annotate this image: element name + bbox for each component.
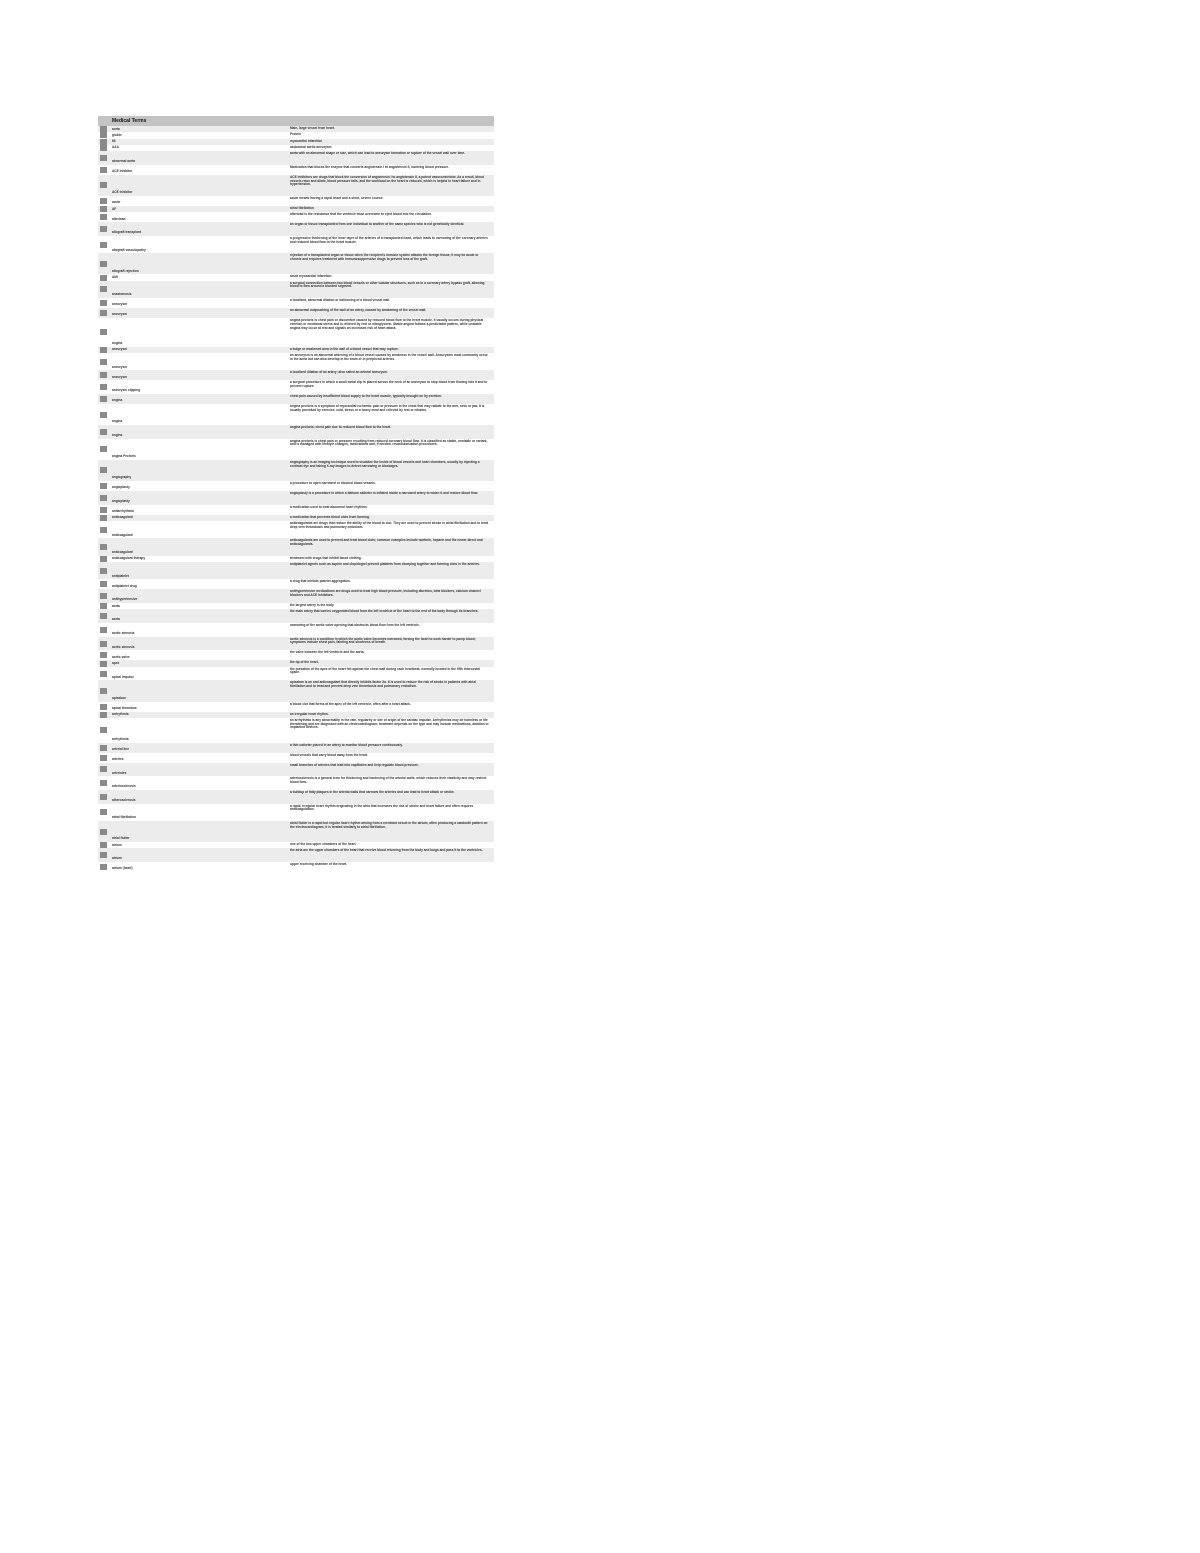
row-marker-cell	[98, 165, 112, 175]
row-marker-icon	[100, 495, 107, 501]
definition-cell: myocardial infarction	[290, 138, 323, 143]
definition-cell: upper receiving chamber of the heart.	[290, 862, 348, 867]
row-marker-icon	[100, 515, 107, 521]
row-marker-icon	[100, 527, 107, 533]
row-marker-cell	[98, 609, 112, 623]
row-marker-icon	[100, 627, 107, 633]
term-cell: arrhythmia	[112, 712, 129, 717]
definition-cell: ACE inhibitors are drugs that block the conversion of angiotensin I to angiotensin II, a potent vasoconstrictor. As a result, blood vessels relax and dilate, blood pressure falls, and the workload on the heart is reduced, which is helpful in heart failure and in hypertension.	[290, 174, 484, 187]
row-marker-cell	[98, 481, 112, 491]
row-marker-cell	[98, 370, 112, 380]
row-marker-icon	[100, 286, 107, 292]
row-marker-icon	[100, 780, 107, 786]
row-marker-icon	[100, 852, 107, 858]
definition-cell: treatment with drugs that inhibit blood clotting.	[290, 555, 362, 560]
table-row	[98, 505, 494, 515]
row-marker-cell	[98, 579, 112, 589]
row-marker-cell	[98, 298, 112, 308]
row-marker-icon	[100, 275, 107, 281]
term-cell: arrhythmia	[112, 736, 129, 741]
definition-cell: anticoagulants are drugs that reduce the ability of the blood to clot. They are used to prevent stroke in atrial fibrillation and to treat deep vein thrombosis and pulmonary embolism.	[290, 520, 489, 529]
term-cell: anticoagulant	[112, 550, 133, 555]
definition-cell: an arrhythmia is any abnormality in the rate, regularity or site of origin of the cardiac impulse. Arrhythmias may be harmless or life threatening and are diagnosed with an electrocardiogram; treatment depends on the type and may include medications, ablation or implanted devices.	[290, 717, 489, 730]
definition-cell: a medication used to treat abnormal heart rhythms.	[290, 504, 368, 509]
definition-cell: a buildup of fatty plaques in the arterial walls that narrows the arteries and can lead to heart attack or stroke.	[290, 790, 455, 795]
term-cell: angioplasty	[112, 485, 130, 490]
term-cell: angina	[112, 398, 123, 403]
table-row	[98, 236, 494, 253]
row-marker-cell	[98, 743, 112, 753]
row-marker-icon	[100, 652, 107, 658]
definition-cell: the tip of the heart.	[290, 660, 319, 665]
term-cell: arteriosclerosis	[112, 784, 136, 789]
row-marker-icon	[100, 842, 107, 848]
row-marker-icon	[100, 864, 107, 870]
row-marker-icon	[100, 167, 107, 173]
term-cell: apixaban	[112, 695, 126, 700]
row-marker-cell	[98, 505, 112, 515]
table-row	[98, 538, 494, 555]
term-cell: ACE inhibitor	[112, 169, 133, 174]
definition-cell: the largest artery in the body.	[290, 603, 335, 608]
table-row	[98, 776, 494, 790]
row-marker-icon	[100, 581, 107, 587]
row-marker-icon	[100, 544, 107, 550]
row-marker-cell	[98, 460, 112, 481]
table-row	[98, 579, 494, 589]
term-cell: AMI	[112, 275, 118, 280]
definition-cell: acute myocardial infarction	[290, 274, 332, 279]
term-cell: anticoagulant	[112, 515, 133, 520]
term-cell: angina Pectoris	[112, 454, 136, 459]
table-row	[98, 521, 494, 538]
term-cell: acute	[112, 200, 121, 205]
table-row	[98, 667, 494, 681]
term-cell: angina	[112, 419, 123, 424]
row-marker-icon	[100, 704, 107, 710]
table-row	[98, 380, 494, 394]
definition-cell: apixaban is an oral anticoagulant that directly inhibits factor Xa. It is used to reduce the risk of stroke in patients with atrial fibrillation and to treat and prevent deep vein thrombosis and pulmonary embolism.	[290, 680, 476, 689]
definition-cell: anticoagulants are used to prevent and treat blood clots; common examples include warfarin, heparin and the newer direct oral anticoagulants.	[290, 538, 483, 547]
term-cell: aortic valve	[112, 654, 130, 659]
row-marker-cell	[98, 753, 112, 763]
term-cell: aneurysm	[112, 364, 128, 369]
term-cell: aneurysm	[112, 302, 128, 307]
row-marker-cell	[98, 196, 112, 206]
term-cell: anastomosis	[112, 292, 132, 297]
row-marker-icon	[100, 467, 107, 473]
definition-cell: angina pectoris is chest pain or discomfort caused by reduced blood flow to the heart muscle. It usually occurs during physical exertion or emotional stress and is relieved by rest or nitroglycerin. Stable angina follows a predictable pattern, while unstable angina may occur at rest and signals an increased risk of heart attack.	[290, 318, 484, 330]
definition-cell: the pulsation of the apex of the heart felt against the chest wall during each heartbeat, normally located in the fifth intercostal space.	[290, 666, 480, 675]
row-marker-cell	[98, 562, 112, 579]
row-marker-icon	[100, 300, 107, 306]
definition-cell: afterload is the resistance that the ventricle must overcome to eject blood into the circulation.	[290, 212, 433, 217]
row-marker-icon	[100, 261, 107, 267]
term-cell: atrial fibrillation	[112, 815, 136, 820]
definition-cell: Medication that blocks the enzyme that converts angiotensin I to angiotensin II, lowering blood pressure.	[290, 164, 450, 169]
row-marker-icon	[100, 396, 107, 402]
row-marker-cell	[98, 439, 112, 460]
table-row	[98, 425, 494, 439]
row-marker-cell	[98, 650, 112, 660]
definition-cell: a thin catheter placed in an artery to monitor blood pressure continuously.	[290, 742, 403, 747]
definition-cell: a localized, abnormal dilation or ballooning of a blood vessel wall.	[290, 298, 391, 303]
definition-cell: the valve between the left ventricle and the aorta.	[290, 650, 365, 655]
term-cell: angina	[112, 433, 123, 438]
row-marker-cell	[98, 862, 112, 872]
row-marker-icon	[100, 766, 107, 772]
row-marker-icon	[100, 372, 107, 378]
definition-cell: a drug that inhibits platelet aggregation.	[290, 579, 351, 584]
term-cell: MI	[112, 139, 116, 144]
table-row	[98, 702, 494, 712]
term-cell: apical thrombus	[112, 705, 137, 710]
row-marker-icon	[100, 310, 107, 316]
term-cell: antiplatelet	[112, 573, 129, 578]
term-cell: atrial flutter	[112, 836, 130, 841]
row-marker-cell	[98, 538, 112, 555]
term-cell: allograft transplant	[112, 230, 141, 235]
row-marker-icon	[100, 712, 107, 718]
table-row	[98, 370, 494, 380]
definition-cell: aortic stenosis is a condition in which the aortic valve becomes narrowed, forcing the heart to work harder to pump blood; symptoms include chest pain, fainting and shortness of breath.	[290, 636, 476, 645]
term-cell: aortic stenosis	[112, 644, 135, 649]
row-marker-cell	[98, 175, 112, 196]
term-cell: antiarrhythmic	[112, 508, 135, 513]
term-cell: angioplasty	[112, 498, 130, 503]
row-marker-icon	[100, 671, 107, 677]
definition-cell: a medication that prevents blood clots from forming.	[290, 514, 370, 519]
definition-cell: an organ or tissue transplanted from one individual to another of the same species who is not genetically identical.	[290, 222, 465, 227]
table-row	[98, 222, 494, 236]
row-marker-cell	[98, 804, 112, 821]
row-marker-cell	[98, 667, 112, 681]
table-row	[98, 253, 494, 274]
row-marker-icon	[100, 182, 107, 188]
row-marker-icon	[100, 139, 107, 145]
definition-cell: Main, large vessel from heart.	[290, 126, 335, 130]
table-row	[98, 804, 494, 821]
definition-cell: rejection of a transplanted organ or tissue when the recipient's immune system attacks the foreign tissue; it may be acute or chronic and requires treatment with immunosuppressive drugs to prevent loss of the graft.	[290, 253, 479, 262]
definition-cell: the main artery that carries oxygenated blood from the left ventricle of the heart to the rest of the body through its branches.	[290, 609, 479, 614]
table-row	[98, 491, 494, 505]
definition-cell: a rapid, irregular heart rhythm originating in the atria that increases the risk of stroke and heart failure and often requires anticoagulation.	[290, 803, 474, 812]
table-row	[98, 623, 494, 637]
definition-cell: one of the two upper chambers of the heart.	[290, 842, 357, 847]
definition-cell: arteriosclerosis is a general term for thickening and hardening of the arterial walls, which reduces their elasticity and may restrict blood flow.	[290, 776, 487, 785]
term-cell: atrium	[112, 842, 122, 847]
row-marker-icon	[100, 745, 107, 751]
definition-cell: a surgical procedure in which a small metal clip is placed across the neck of an aneurysm to stop blood from flowing into it and to prevent rupture.	[290, 380, 488, 389]
term-cell: atrium	[112, 856, 122, 861]
definition-cell: a localized dilation of an artery; also called an arterial aneurysm.	[290, 370, 388, 375]
row-marker-cell	[98, 589, 112, 603]
term-cell: apical impulse	[112, 674, 134, 679]
row-marker-icon	[100, 661, 107, 667]
table-row	[98, 637, 494, 651]
row-marker-icon	[100, 155, 107, 161]
row-marker-cell	[98, 776, 112, 790]
row-marker-cell	[98, 623, 112, 637]
table-row	[98, 821, 494, 842]
term-cell: allograft rejection	[112, 268, 139, 273]
table-row	[98, 848, 494, 862]
row-marker-icon	[100, 794, 107, 800]
table-row	[98, 353, 494, 370]
table-row	[98, 394, 494, 404]
term-cell: arterioles	[112, 770, 127, 775]
table-row	[98, 404, 494, 425]
term-cell: aorta	[112, 126, 120, 131]
row-marker-icon	[100, 613, 107, 619]
table-row	[98, 281, 494, 298]
row-marker-icon	[100, 483, 107, 489]
term-cell: angina	[112, 340, 123, 345]
table-row	[98, 862, 494, 872]
term-cell: aortic stenosis	[112, 631, 135, 636]
row-marker-icon	[100, 568, 107, 574]
row-marker-icon	[100, 412, 107, 418]
row-marker-icon	[100, 688, 107, 694]
table-row	[98, 308, 494, 318]
row-marker-icon	[100, 809, 107, 815]
definition-cell: a procedure to open narrowed or blocked blood vessels.	[290, 480, 376, 485]
terms-table	[98, 126, 494, 872]
definition-cell: an aneurysm is an abnormal widening of a blood vessel caused by weakness in the vessel wall. Aneurysms most commonly occur in the aorta but can also develop in the brain or in peripheral arteries.	[290, 352, 488, 361]
definition-cell: angioplasty is a procedure in which a balloon catheter is inflated inside a narrowed artery to widen it and restore blood flow.	[290, 490, 479, 495]
row-marker-cell	[98, 848, 112, 862]
row-marker-cell	[98, 404, 112, 425]
definition-cell: acute means having a rapid onset and a short, severe course.	[290, 195, 384, 200]
term-cell: antihypertensive	[112, 597, 138, 602]
row-marker-cell	[98, 425, 112, 439]
table-row	[98, 763, 494, 777]
term-cell: aneurysm	[112, 374, 128, 379]
term-cell: aneurysm	[112, 312, 128, 317]
term-cell: aorta	[112, 617, 120, 622]
row-marker-cell	[98, 308, 112, 318]
row-marker-cell	[98, 281, 112, 298]
row-marker-cell	[98, 236, 112, 253]
definition-cell: blood vessels that carry blood away from the heart.	[290, 752, 368, 757]
definition-cell: Protein	[290, 132, 301, 137]
term-cell: atherosclerosis	[112, 798, 136, 802]
term-cell: AF	[112, 206, 117, 211]
definition-cell: antihypertensive medications are drugs used to treat high blood pressure, including diuretics, beta blockers, calcium channel blockers and ACE inhibitors.	[290, 589, 481, 598]
table-row	[98, 609, 494, 623]
row-marker-cell	[98, 253, 112, 274]
row-marker-cell	[98, 718, 112, 743]
term-cell: aorta	[112, 603, 120, 608]
table-row	[98, 318, 494, 347]
row-marker-cell	[98, 394, 112, 404]
definition-cell: atrial flutter is a rapid but regular heart rhythm arising from a reentrant circuit in the atrium, often producing a sawtooth pattern on the electrocardiogram; it is treated similarly to atrial fibrillation.	[290, 821, 488, 829]
row-marker-icon	[100, 384, 107, 390]
row-marker-icon	[100, 507, 107, 513]
row-marker-cell	[98, 821, 112, 842]
row-marker-icon	[100, 829, 107, 835]
table-row	[98, 165, 494, 175]
medical-terms-sheet	[98, 116, 494, 872]
definition-cell: a bulge or weakened area in the wall of a blood vessel that may rupture.	[290, 346, 399, 351]
term-cell: AAA	[112, 145, 119, 150]
table-row	[98, 589, 494, 603]
table-row	[98, 718, 494, 743]
row-marker-icon	[100, 198, 107, 204]
definition-cell: the atria are the upper chambers of the heart that receive blood returning from the body and lungs and pass it to the ventricles.	[290, 848, 483, 853]
row-marker-icon	[100, 242, 107, 248]
definition-cell: a blood clot that forms at the apex of the left ventricle, often after a heart attack.	[290, 701, 411, 706]
term-cell: aneurysm	[112, 347, 128, 352]
term-cell: ACE inhibitor	[112, 190, 133, 195]
table-row	[98, 151, 494, 165]
table-row	[98, 460, 494, 481]
term-cell: afterload	[112, 216, 126, 221]
sheet-title: Medical Terms	[98, 116, 494, 126]
row-marker-cell	[98, 763, 112, 777]
term-cell: anticoagulant therapy	[112, 556, 146, 561]
row-marker-icon	[100, 429, 107, 435]
definition-cell: angina pectoris is a symptom of myocardial ischemia: pain or pressure in the chest that may radiate to the arm, neck or jaw. It is usually provoked by exercise, cold, stress or a heavy meal and relieved by rest or nitrates.	[290, 404, 485, 412]
table-row	[98, 790, 494, 804]
definition-cell: chest pain caused by insufficient blood supply to the heart muscle, typically brought on by exertion.	[290, 394, 442, 398]
term-cell: abnormal aorta	[112, 159, 136, 164]
table-row	[98, 212, 494, 222]
term-cell: atrium (heart)	[112, 866, 133, 871]
table-row	[98, 562, 494, 579]
row-marker-icon	[100, 132, 107, 138]
row-marker-icon	[100, 206, 107, 212]
row-marker-icon	[100, 145, 107, 151]
row-marker-icon	[100, 126, 107, 132]
term-cell: antiplatelet drug	[112, 583, 137, 588]
term-cell: aneurysm clipping	[112, 388, 141, 393]
row-marker-icon	[100, 755, 107, 761]
row-marker-cell	[98, 151, 112, 165]
row-marker-cell	[98, 521, 112, 538]
definition-cell: a progressive thickening of the inner layer of the arteries of a transplanted heart, which leads to narrowing of the coronary arteries and reduced blood flow to the heart muscle.	[290, 235, 488, 244]
definition-cell: angina pectoris is chest pain or pressure resulting from reduced coronary blood flow. It is classified as stable, unstable or variant, and is managed with lifestyle changes, medications and, if needed, revascularization procedures.	[290, 438, 488, 447]
row-marker-cell	[98, 491, 112, 505]
row-marker-icon	[100, 641, 107, 647]
row-marker-cell	[98, 353, 112, 370]
term-cell: angiography	[112, 475, 132, 480]
definition-cell: angiography is an imaging technique used to visualize the inside of blood vessels and heart chambers, usually by injecting a contrast dye and taking X-ray images to detect narrowing or blockages.	[290, 459, 480, 468]
row-marker-cell	[98, 790, 112, 804]
definition-cell: aorta with an abnormal shape or size, which can lead to aneurysm formation or rupture of the vessel wall over time.	[290, 151, 466, 156]
definition-cell: angina pectoris; chest pain due to reduced blood flow to the heart.	[290, 425, 391, 430]
table-row	[98, 680, 494, 701]
definition-cell: small branches of arteries that lead into capillaries and help regulate blood pressure.	[290, 762, 419, 767]
table-row	[98, 439, 494, 460]
definition-cell: abdominal aortic aneurysm	[290, 144, 332, 149]
row-marker-cell	[98, 680, 112, 701]
definition-cell: atrial fibrillation	[290, 205, 314, 210]
row-marker-icon	[100, 347, 107, 353]
row-marker-cell	[98, 212, 112, 222]
definition-cell: an abnormal outpouching of the wall of an artery, caused by weakening of the vessel wall.	[290, 308, 427, 313]
row-marker-icon	[100, 446, 107, 452]
term-cell: arterial line	[112, 746, 130, 751]
row-marker-icon	[100, 556, 107, 562]
term-cell: allograft vasculopathy	[112, 247, 146, 252]
table-row	[98, 298, 494, 308]
table-row	[98, 753, 494, 763]
row-marker-cell	[98, 380, 112, 394]
term-cell: globin	[112, 132, 122, 137]
row-marker-icon	[100, 603, 107, 609]
definition-cell: a surgical connection between two blood vessels or other tubular structures, such as in a coronary artery bypass graft, allowing blood to flow around a blocked segment.	[290, 280, 485, 289]
definition-cell: narrowing of the aortic valve opening that obstructs blood flow from the left ventricle.	[290, 623, 420, 628]
table-row	[98, 175, 494, 196]
table-row	[98, 196, 494, 206]
row-marker-icon	[100, 214, 107, 220]
definition-cell: an irregular heart rhythm.	[290, 711, 329, 716]
row-marker-icon	[100, 329, 107, 335]
row-marker-cell	[98, 702, 112, 712]
table-row	[98, 743, 494, 753]
table-row	[98, 481, 494, 491]
row-marker-icon	[100, 226, 107, 232]
definition-cell: antiplatelet agents such as aspirin and clopidogrel prevent platelets from clumping together and forming clots in the arteries.	[290, 562, 480, 567]
row-marker-icon	[100, 359, 107, 365]
row-marker-icon	[100, 727, 107, 733]
term-cell: apex	[112, 661, 120, 666]
term-cell: anticoagulant	[112, 532, 133, 537]
row-marker-cell	[98, 222, 112, 236]
row-marker-icon	[100, 593, 107, 599]
table-row	[98, 650, 494, 660]
term-cell: arteries	[112, 756, 124, 761]
row-marker-cell	[98, 637, 112, 651]
row-marker-cell	[98, 318, 112, 347]
